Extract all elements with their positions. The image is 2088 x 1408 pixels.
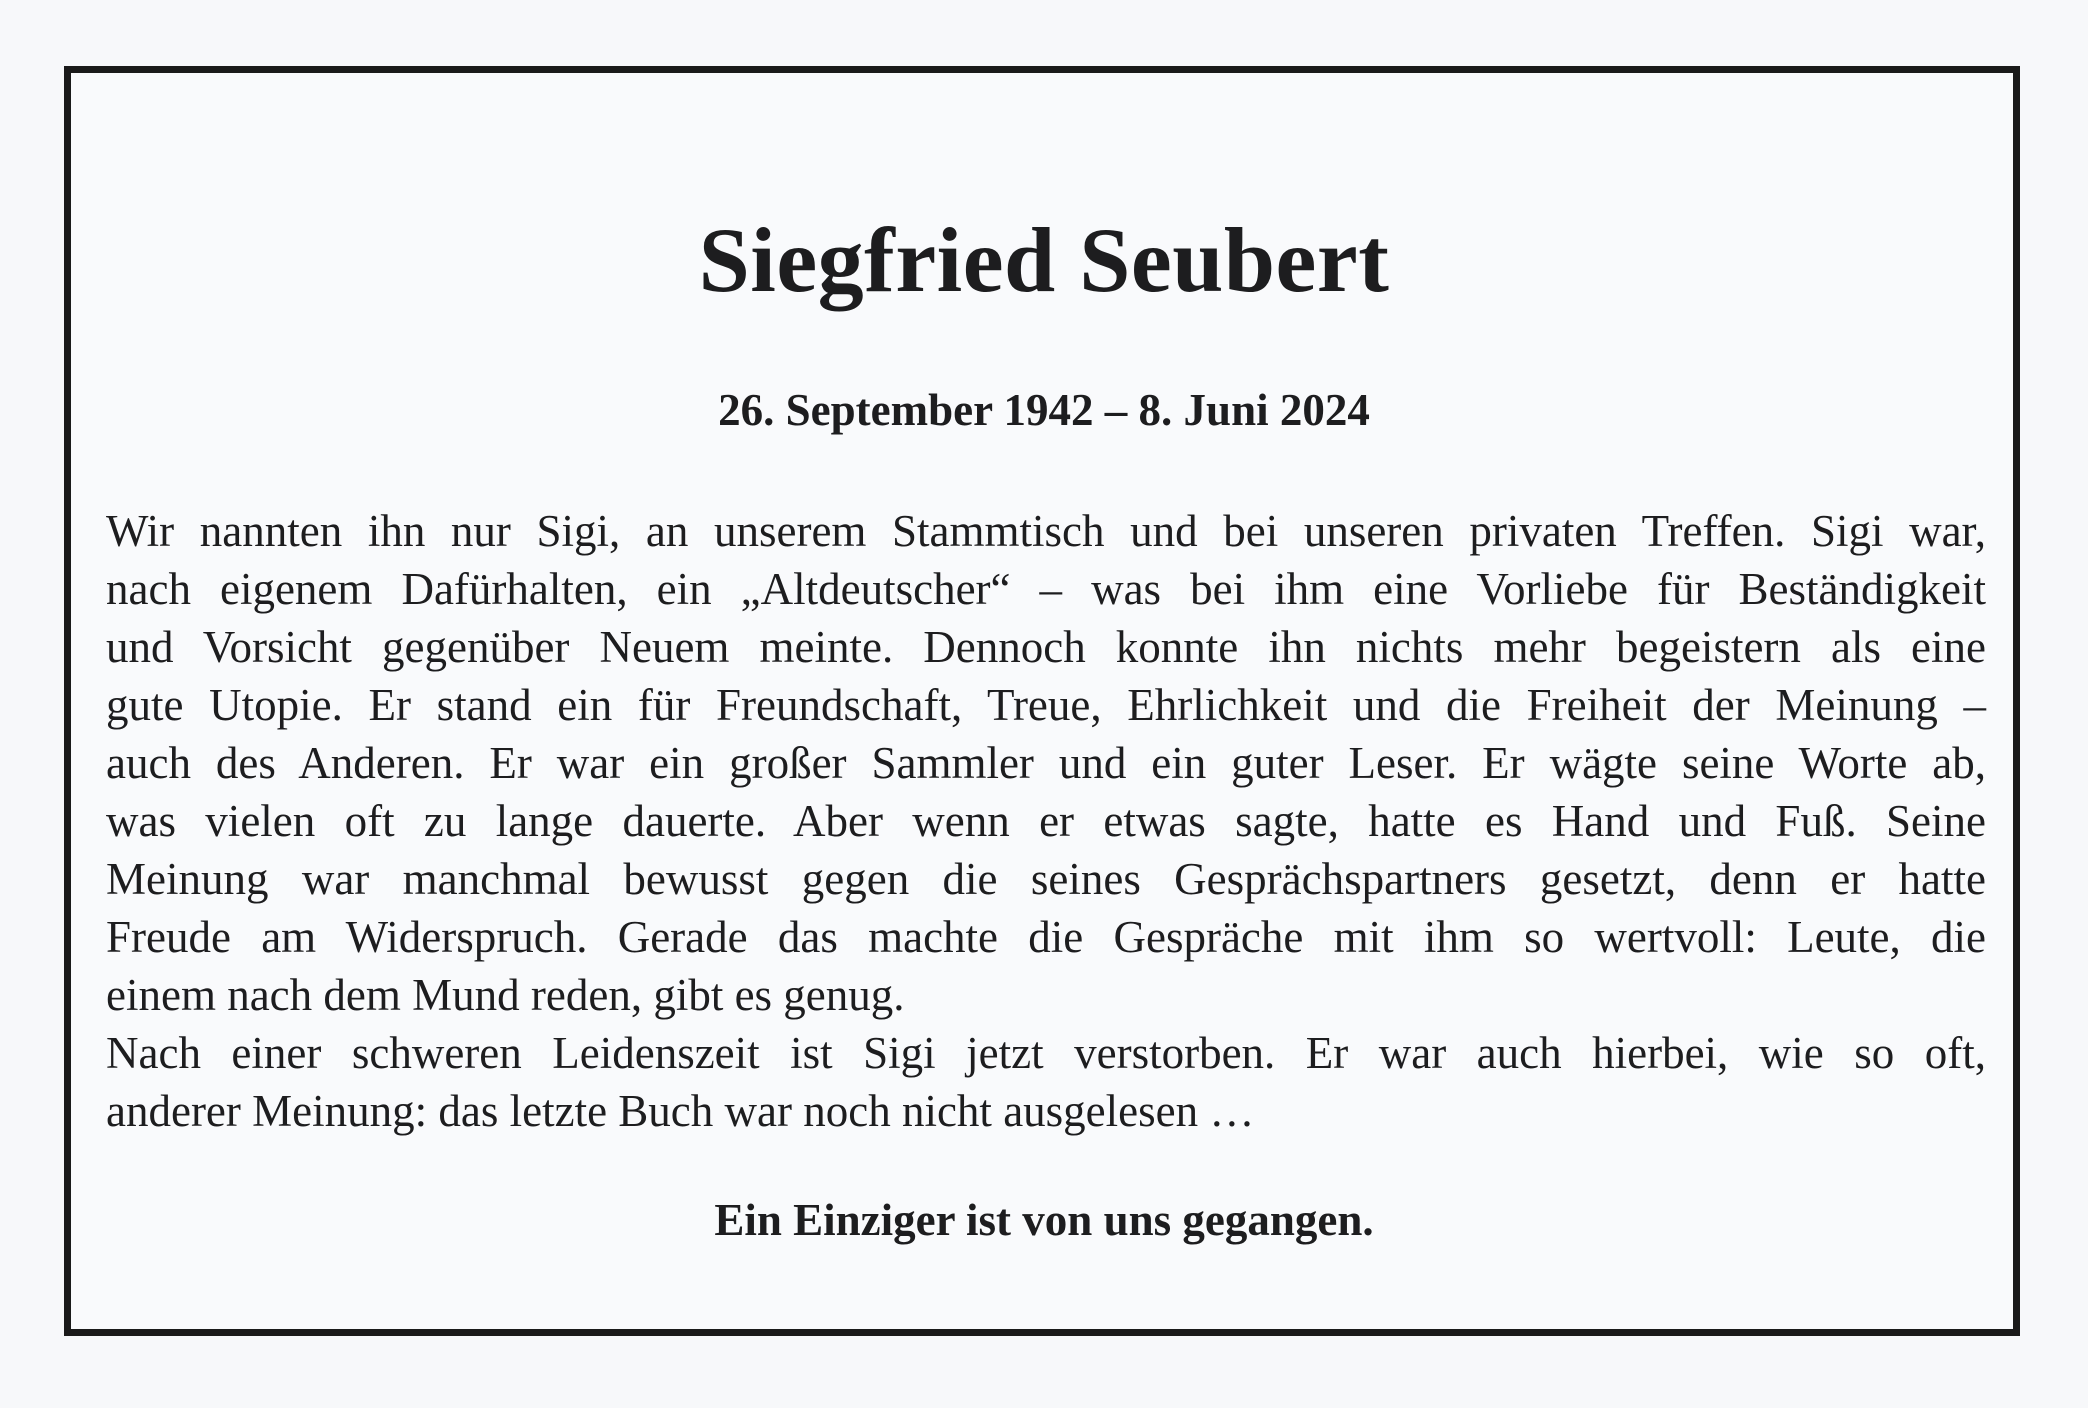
text-line: Meinung war manchmal bewusst gegen die seines Gesprächspartners gesetzt, denn er hatte (106, 854, 1986, 904)
text-line: auch des Anderen. Er war ein großer Sammler und ein guter Leser. Er wägte seine Worte ab, (106, 738, 1986, 788)
text-line: und Vorsicht gegenüber Neuem meinte. Dennoch konnte ihn nichts mehr begeistern als eine (106, 622, 1986, 672)
text-line: einem nach dem Mund reden, gibt es genug. (106, 970, 905, 1020)
text-line: nach eigenem Dafürhalten, ein „Altdeutscher“ – was bei ihm eine Vorliebe für Beständigkeit (106, 564, 1986, 614)
obituary-text (106, 502, 1986, 1140)
text-line: was vielen oft zu lange dauerte. Aber wenn er etwas sagte, hatte es Hand und Fuß. Seine (106, 796, 1986, 846)
text-line: gute Utopie. Er stand ein für Freundschaft, Treue, Ehrlichkeit und die Freiheit der Meinung – (106, 680, 1986, 730)
text-line: Nach einer schweren Leidenszeit ist Sigi jetzt verstorben. Er war auch hierbei, wie so oft, (106, 1028, 1986, 1078)
deceased-name: Siegfried Seubert (698, 209, 1390, 311)
closing-line: Ein Einziger ist von uns gegangen. (714, 1195, 1374, 1245)
text-line: anderer Meinung: das letzte Buch war noch nicht ausgelesen … (106, 1086, 1255, 1136)
life-dates: 26. September 1942 – 8. Juni 2024 (718, 385, 1370, 435)
text-line: Freude am Widerspruch. Gerade das machte die Gespräche mit ihm so wertvoll: Leute, die (106, 912, 1986, 962)
text-line: Wir nannten ihn nur Sigi, an unserem Stammtisch und bei unseren privaten Treffen. Sigi war, (106, 506, 1986, 556)
